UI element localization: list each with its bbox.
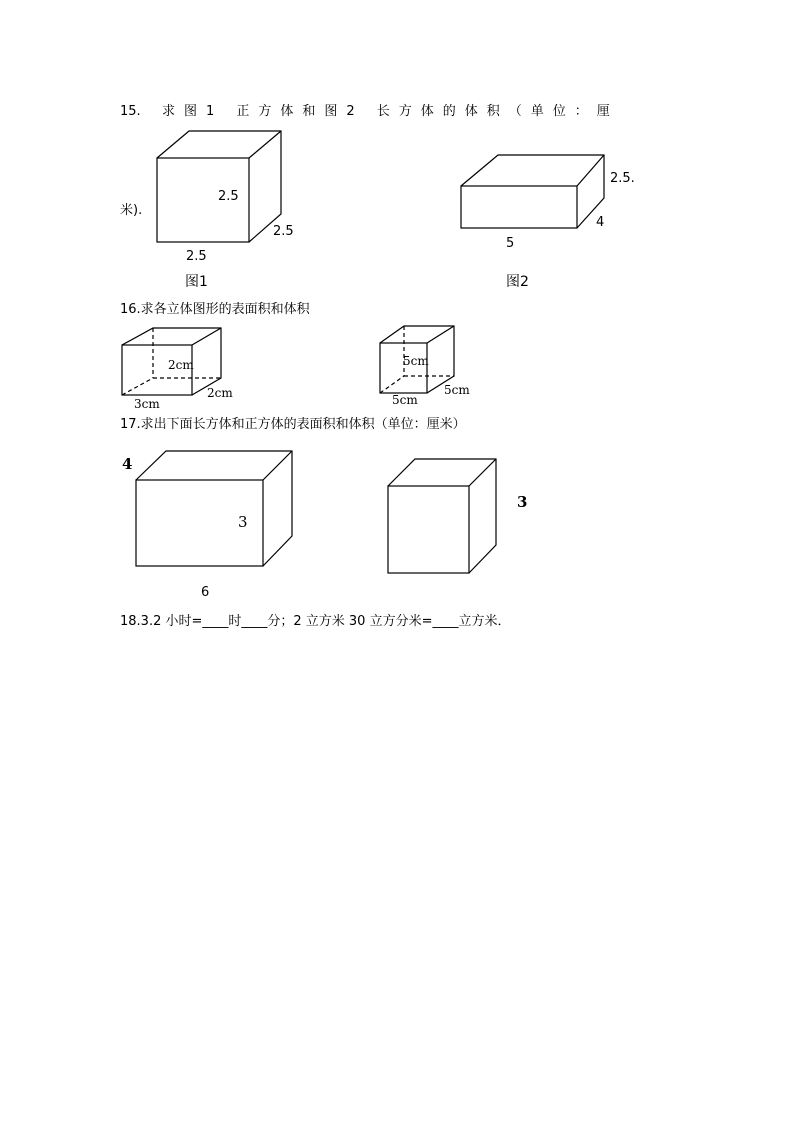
q15-question-text: 求图1 正方体和图2 长方体的体积（单位：厘 xyxy=(162,104,619,119)
q16-box-b-depth-label: 5cm xyxy=(444,383,470,397)
q16-question-text: 16.求各立体图形的表面积和体积 xyxy=(120,302,310,317)
fig1-label-depth: 2.5 xyxy=(273,224,294,239)
fig1-label-length: 2.5 xyxy=(186,249,207,264)
fig1-label-height: 2.5 xyxy=(218,189,239,204)
q17-cuboid-depth-label: 4 xyxy=(122,455,133,473)
fig2-label-depth: 4 xyxy=(596,215,605,230)
q16-box-a-height-label: 2cm xyxy=(168,358,194,372)
q16-box-b-length-label: 5cm xyxy=(392,393,418,407)
q17-cuboid-length-label: 6 xyxy=(201,585,210,600)
q16-box-a-length-label: 3cm xyxy=(134,397,160,411)
fig2-label-height: 2.5. xyxy=(610,171,635,186)
q17-cube xyxy=(388,459,496,573)
q17-question-text: 17.求出下面长方体和正方体的表面积和体积（单位：厘米） xyxy=(120,417,466,432)
fig1-caption: 图1 xyxy=(185,274,208,290)
q16-box-b-height-label: 5cm xyxy=(403,354,429,368)
fig2-label-length: 5 xyxy=(506,236,515,251)
q17-cuboid xyxy=(136,451,292,566)
fig2-caption: 图2 xyxy=(506,274,529,290)
q15-number: 15. xyxy=(120,104,141,119)
q16-box-a-depth-label: 2cm xyxy=(207,386,233,400)
q15-question-text-continued: 米). xyxy=(120,203,143,218)
q18-question-text: 18.3.2 小时=____时____分；2 立方米 30 立方分米=____立方米． xyxy=(120,614,511,629)
q17-cube-edge-label: 3 xyxy=(517,493,528,511)
q17-cuboid-height-label: 3 xyxy=(238,513,248,531)
